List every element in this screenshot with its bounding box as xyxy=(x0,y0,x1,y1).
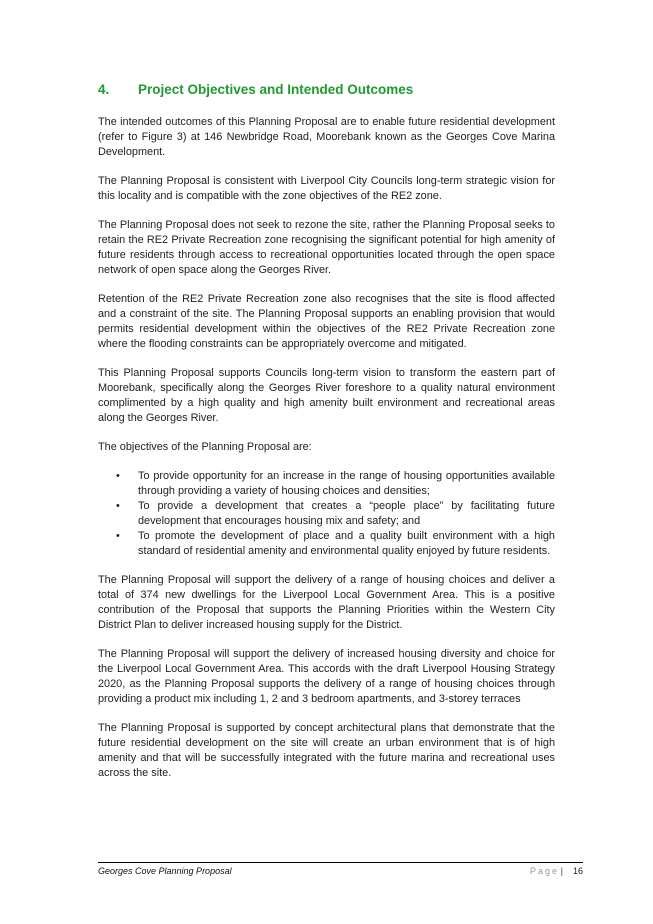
page-footer xyxy=(98,862,583,878)
section-number: 4. xyxy=(98,82,110,97)
objective-text: To provide opportunity for an increase in the range of housing opportunities available through providing a variety of housing choices and densities; xyxy=(138,470,555,497)
objective-text: To promote the development of place and a quality built environment with a high standard of residential amenity and environmental quality enjoyed by future residents. xyxy=(138,530,555,557)
paragraph-long-term-vision: This Planning Proposal supports Councils long-term vision to transform the eastern part of Moorebank, specifically along the Georges River foreshore to a quality natural environment complimented by a high quality and high amenity built environment and recreational areas along the Georges River. xyxy=(98,367,555,424)
paragraph-consistency: The Planning Proposal is consistent with Liverpool City Councils long-term strategic vision for this locality and is compatible with the zone objectives of the RE2 zone. xyxy=(98,175,555,202)
page-content xyxy=(98,81,555,795)
list-item xyxy=(98,469,555,499)
paragraph-objectives-intro: The objectives of the Planning Proposal are: xyxy=(98,441,312,453)
paragraph-intended-outcomes: The intended outcomes of this Planning Proposal are to enable future residential development (refer to Figure 3) at 146 Newbridge Road, Moorebank known as the Georges Cove Marina Development. xyxy=(98,116,555,158)
footer-page-separator: | xyxy=(560,866,563,876)
section-heading xyxy=(98,81,555,99)
paragraph-housing-diversity: The Planning Proposal will support the delivery of increased housing diversity and choice for the Liverpool Local Government Area. This accords with the draft Liverpool Housing Strategy 2020, as the Planning Proposal supports the delivery of a range of housing choices through providing a product mix including 1, 2 and 3 bedroom apartments, and 3-storey terraces xyxy=(98,648,555,705)
bullet-icon: • xyxy=(116,470,120,482)
footer-page-number: 16 xyxy=(572,866,583,876)
paragraph-architectural-plans: The Planning Proposal is supported by concept architectural plans that demonstrate that the future residential development on the site will create an urban environment that is of high amenity and that will be successfully integrated with the future marina and recreational uses across the site. xyxy=(98,722,555,779)
paragraph-flood-constraint: Retention of the RE2 Private Recreation zone also recognises that the site is flood affected and a constraint of the site. The Planning Proposal supports an enabling provision that would permits residential development within the objectives of the RE2 Private Recreation zone where the flooding constraints can be appropriately overcome and mitigated. xyxy=(98,293,555,350)
objectives-list xyxy=(98,469,555,559)
bullet-icon: • xyxy=(116,530,120,542)
objective-text: To provide a development that creates a “people place” by facilitating future development that encourages housing mix and safety; and xyxy=(138,500,555,527)
paragraph-housing-delivery: The Planning Proposal will support the delivery of a range of housing choices and deliver a total of 374 new dwellings for the Liverpool Local Government Area. This is a positive contribution of the Proposal that supports the Planning Priorities within the Western City District Plan to deliver increased housing supply for the District. xyxy=(98,574,555,631)
footer-page-label: Page xyxy=(529,866,559,876)
list-item xyxy=(98,529,555,559)
bullet-icon: • xyxy=(116,500,120,512)
paragraph-zone-retention: The Planning Proposal does not seek to rezone the site, rather the Planning Proposal seeks to retain the RE2 Private Recreation zone recognising the significant potential for high amenity of future residents through access to recreational opportunities located through the open space network of open space along the Georges River. xyxy=(98,219,555,276)
list-item xyxy=(98,499,555,529)
section-title: Project Objectives and Intended Outcomes xyxy=(138,82,414,97)
footer-document-title: Georges Cove Planning Proposal xyxy=(98,866,232,876)
